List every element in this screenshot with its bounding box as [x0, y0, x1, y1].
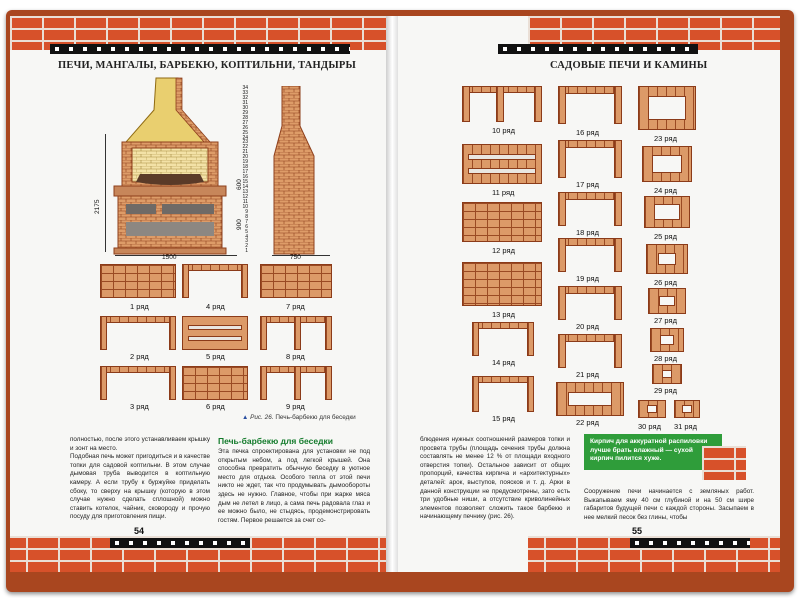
row-number-tick: 3: [245, 238, 248, 245]
label-row-3: 3 ряд: [130, 402, 149, 411]
row-number-tick: 21: [242, 149, 248, 156]
row-number-tick: 13: [242, 188, 248, 195]
label-row-8: 8 ряд: [286, 352, 305, 361]
label-row-7: 7 ряд: [286, 302, 305, 311]
label-row-24: 24 ряд: [654, 186, 677, 195]
row-number-tick: 7: [245, 218, 248, 225]
plan-row-20: [558, 286, 622, 320]
left-column-2-text: Эта печка спроектирована для установки не под открытым небом, а под легкой крышей. Она способна превратить обычную беседку в уютное место для отдыха. Особого тепла от этой печи никто не ждет, так что продумывать дымообороты здесь не нужно. Главное, чтобы при жарке мяса дым не летел в лицо, а сама печь радовала глаз и ее можно было, не стыдясь, продемонстрировать гостям. Первое решается за счет со-: [218, 448, 370, 524]
label-row-6: 6 ряд: [206, 402, 225, 411]
dim-line-side: [272, 255, 330, 256]
row-number-tick: 12: [242, 193, 248, 200]
row-number-tick: 11: [242, 198, 248, 205]
row-number-tick: 4: [245, 233, 248, 240]
label-row-5: 5 ряд: [206, 352, 225, 361]
label-row-18: 18 ряд: [576, 228, 599, 237]
plan-row-22: [556, 382, 624, 416]
label-row-23: 23 ряд: [654, 134, 677, 143]
label-row-31: 31 ряд: [674, 422, 697, 431]
label-row-21: 21 ряд: [576, 370, 599, 379]
label-row-22: 22 ряд: [576, 418, 599, 427]
row-number-tick: 5: [245, 228, 248, 235]
row-number-tick: 19: [242, 159, 248, 166]
plan-row-16: [558, 86, 622, 124]
row-number-tick: 17: [242, 169, 248, 176]
label-row-1: 1 ряд: [130, 302, 149, 311]
row-number-tick: 31: [242, 99, 248, 106]
row-number-tick: 15: [242, 179, 248, 186]
label-row-14: 14 ряд: [492, 358, 515, 367]
label-row-2: 2 ряд: [130, 352, 149, 361]
left-page: [10, 16, 390, 572]
label-row-9: 9 ряд: [286, 402, 305, 411]
row-number-tick: 26: [242, 124, 248, 131]
caption-prefix: Рис. 26.: [250, 414, 274, 421]
plan-row-29: [652, 364, 682, 384]
plan-row-18: [558, 192, 622, 226]
plan-row-23: [638, 86, 696, 130]
plan-row-31: [674, 400, 700, 418]
dim-front-width: 1500: [162, 254, 177, 261]
plan-row-27: [648, 288, 686, 314]
label-row-4: 4 ряд: [206, 302, 225, 311]
right-page: [398, 16, 780, 572]
row-number-tick: 1: [245, 248, 248, 255]
left-column-1-text: полностью, после этого устанавливаем крышку и зонт на место. Подобная печь может пригодиться и в качестве топки для садовой коптильни. В этом случае дымовая труба выводится в коптильную камеру. А если трубу к буржуйке приделать сбоку, то сверху на крышку (которую в этом случае нужно сделать сплошной) можно ставить котелок, чайник, сковороду и прочую посуду для приготовления пищи.: [70, 436, 210, 521]
label-row-25: 25 ряд: [654, 232, 677, 241]
label-row-11: 11 ряд: [492, 188, 515, 197]
dim-height: 2175: [94, 199, 101, 214]
plan-row-8: [260, 316, 332, 350]
row-number-tick: 10: [242, 203, 248, 210]
label-row-12: 12 ряд: [492, 246, 515, 255]
label-row-20: 20 ряд: [576, 322, 599, 331]
page-header-left: ПЕЧИ, МАНГАЛЫ, БАРБЕКЮ, КОПТИЛЬНИ, ТАНДЫРЫ: [58, 60, 356, 71]
row-number-tick: 20: [242, 154, 248, 161]
right-column-2-text: Сооружение печи начинается с земляных работ. Выкапываем яму 40 см глубиной и на 50 см шире габаритов будущей печи с каждой стороны. Засыпаем в нее мелкий песок без глины, чтобы: [584, 488, 754, 521]
plan-row-25: [644, 196, 690, 228]
label-row-19: 19 ряд: [576, 274, 599, 283]
plan-row-4: [182, 264, 248, 298]
row-number-tick: 24: [242, 134, 248, 141]
row-number-tick: 29: [242, 109, 248, 116]
label-row-16: 16 ряд: [576, 128, 599, 137]
plan-row-3: [100, 366, 176, 400]
plan-row-26: [646, 244, 688, 274]
plan-row-24: [642, 146, 692, 182]
plan-row-7: [260, 264, 332, 298]
film-strip-bottom-right: [630, 538, 750, 548]
row-number-tick: 23: [242, 139, 248, 146]
row-number-tick: 33: [242, 89, 248, 96]
row-number-tick: 27: [242, 119, 248, 126]
label-row-13: 13 ряд: [492, 310, 515, 319]
page-header-right: САДОВЫЕ ПЕЧИ И КАМИНЫ: [550, 60, 708, 71]
row-number-tick: 34: [242, 85, 248, 91]
label-row-29: 29 ряд: [654, 386, 677, 395]
page-number-left: 54: [134, 526, 145, 536]
film-strip-bottom-left: [110, 538, 250, 548]
film-strip-top-right: [498, 44, 698, 54]
tip-bricks: [702, 446, 746, 480]
dim-line-height: [105, 134, 106, 252]
label-row-15: 15 ряд: [492, 414, 515, 423]
plan-row-6: [182, 366, 248, 400]
plan-row-21: [558, 334, 622, 368]
plan-row-14: [472, 322, 534, 356]
row-number-tick: 30: [242, 104, 248, 111]
label-row-26: 26 ряд: [654, 278, 677, 287]
dim-600: 600: [236, 179, 243, 190]
plan-row-9: [260, 366, 332, 400]
plan-row-2: [100, 316, 176, 350]
section-subheading: Печь-барбекю для беседки: [218, 436, 333, 446]
row-number-tick: 32: [242, 94, 248, 101]
caption-text: Печь-барбекю для беседки: [275, 414, 356, 421]
row-number-tick: 6: [245, 223, 248, 230]
plan-row-1: [100, 264, 176, 298]
row-number-tick: 2: [245, 243, 248, 250]
row-number-tick: 18: [242, 164, 248, 171]
plan-row-15: [472, 376, 534, 412]
row-number-tick: 25: [242, 129, 248, 136]
plan-row-11: [462, 144, 542, 184]
dim-900: 900: [236, 219, 243, 230]
film-strip-top-left: [50, 44, 350, 54]
figure-caption: ▲ Рис. 26. Печь-барбекю для беседки: [242, 414, 356, 421]
plan-row-12: [462, 202, 542, 242]
plan-row-30: [638, 400, 666, 418]
oven-side-view: [264, 86, 336, 256]
right-column-1-text: блюдения нужных соотношений размеров топки и просвета трубы (площадь сечения трубы должна составлять не менее 12 % от площади входного отверстия топки). Остальное зависит от общих пропорций, качества кирпича и «архитектурных» деталей: арок, выступов, поясков и т. д. Арки в данной конструкции не предусмотрены, зато есть три удобные ниши, а отсутствие криволинейных элементов позволяет сложить такое барбекю и начинающему печнику (рис. 26).: [420, 436, 570, 521]
row-number-tick: 8: [245, 213, 248, 220]
row-number-tick: 9: [245, 208, 248, 215]
label-row-17: 17 ряд: [576, 180, 599, 189]
label-row-27: 27 ряд: [654, 316, 677, 325]
row-number-tick: 22: [242, 144, 248, 151]
label-row-28: 28 ряд: [654, 354, 677, 363]
tip-text: Кирпич для аккуратной распиловки лучше брать влажный — сухой кирпич пилится хуже.: [590, 438, 708, 463]
oven-front-view: [96, 76, 246, 266]
page-number-right: 55: [632, 526, 643, 536]
row-number-tick: 28: [242, 114, 248, 121]
plan-row-13: [462, 262, 542, 306]
row-number-tick: 16: [242, 174, 248, 181]
row-number-tick: 14: [242, 184, 248, 190]
plan-row-28: [650, 328, 684, 352]
plan-row-19: [558, 238, 622, 272]
plan-row-5: [182, 316, 248, 350]
dim-side-width: 750: [290, 254, 301, 261]
label-row-30: 30 ряд: [638, 422, 661, 431]
plan-row-17: [558, 140, 622, 178]
plan-row-10: [462, 86, 542, 122]
label-row-10: 10 ряд: [492, 126, 515, 135]
